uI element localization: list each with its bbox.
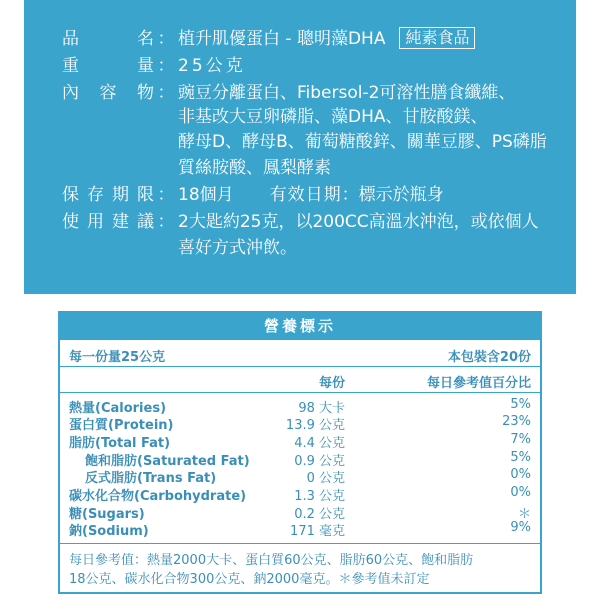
servings-per-pack: 本包裝含20份 (447, 350, 531, 365)
colon: ： (157, 185, 175, 205)
nutrient-name: 碳水化合物(Carbohydrate) (69, 489, 247, 504)
nutrient-amount: 0.2 公克 (294, 507, 345, 522)
nutrient-amount: 0.9 公克 (294, 454, 345, 469)
ingredients-row (62, 81, 515, 106)
colon: ： (341, 185, 359, 205)
nutrient-name: 熱量(Calories) (69, 401, 167, 416)
serving-size: 每一份量25公克 (69, 350, 166, 365)
nutrition-title: 營養標示 (60, 313, 540, 340)
divider (60, 543, 540, 544)
colon: ： (157, 56, 175, 76)
nutrient-name: 脂肪(Total Fat) (69, 436, 171, 451)
nutrient-daily-pct: 5% (510, 450, 531, 465)
daily-value-header: 每日參考值百分比 (426, 376, 531, 391)
net-weight-row (62, 54, 246, 79)
nutrient-amount: 4.4 公克 (294, 436, 345, 451)
storage-value: 18個月 (178, 185, 234, 205)
nutrient-amount: 0 公克 (306, 471, 345, 486)
nutrient-name: 蛋白質(Protein) (69, 418, 174, 433)
ingredients-line: 非基改大豆卵磷脂、藻DHA、甘胺酸鎂、 (178, 107, 488, 127)
nutrient-amount: 13.9 公克 (285, 418, 345, 433)
usage-line: 喜好方式沖飲。 (178, 238, 297, 258)
nutrient-daily-pct: 7% (510, 432, 531, 447)
nutrient-amount: 98 大卡 (298, 401, 345, 416)
product-name-row (62, 27, 475, 52)
expiry-value: 標示於瓶身 (358, 185, 444, 205)
product-name-value: 植升肌優蛋白 - 聰明藻DHA (178, 29, 386, 49)
per-serving-header: 每份 (318, 376, 345, 391)
colon: ： (157, 29, 175, 49)
nutrient-name: 飽和脂肪(Saturated Fat) (85, 454, 250, 469)
product-name-label: 品名 (62, 29, 154, 49)
divider (60, 392, 540, 393)
usage-label: 使用建議 (62, 212, 154, 232)
expiry-label: 有效日期 (269, 185, 342, 205)
nutrient-daily-pct: 5% (510, 397, 531, 412)
vegan-badge: 純素食品 (399, 27, 475, 49)
nutrient-daily-pct: 23% (502, 414, 531, 429)
colon: ： (157, 212, 175, 232)
product-info-panel (24, 0, 576, 294)
ingredients-line: 酵母D、酵母B、葡萄糖酸鋅、關華豆膠、PS磷脂 (178, 132, 547, 152)
footnote-line: 每日參考值：熱量2000大卡、蛋白質60公克、脂肪60公克、飽和脂肪 (69, 553, 474, 568)
nutrition-facts-table (58, 311, 542, 594)
colon: ： (157, 83, 175, 103)
storage-row (62, 183, 444, 208)
divider (60, 366, 540, 367)
nutrient-name: 糖(Sugars) (69, 507, 145, 522)
storage-label: 保存期限 (62, 185, 154, 205)
nutrient-daily-pct: 9% (510, 520, 531, 535)
ingredients-line: 豌豆分離蛋白、Fibersol-2可溶性膳食纖維、 (178, 83, 516, 103)
daily-value-footnote (69, 551, 535, 589)
net-weight-label: 重量 (62, 56, 154, 76)
ingredients-label: 內容物 (62, 83, 154, 103)
nutrient-amount: 1.3 公克 (294, 489, 345, 504)
usage-row (62, 210, 539, 235)
nutrient-daily-pct: 0% (510, 485, 531, 500)
footnote-line: 18公克、碳水化合物300公克、鈉2000毫克。＊參考值未訂定 (69, 572, 430, 587)
usage-line: 2大匙約25克，以200CC高溫水沖泡，或依個人 (178, 212, 539, 232)
net-weight-value: 25公克 (178, 56, 246, 76)
nutrient-daily-pct: 0% (510, 467, 531, 482)
ingredients-line: 質絲胺酸、鳳梨酵素 (178, 158, 331, 178)
nutrient-name: 反式脂肪(Trans Fat) (85, 471, 217, 486)
nutrient-amount: 171 毫克 (290, 524, 345, 539)
nutrient-name: 鈉(Sodium) (69, 524, 149, 539)
nutrient-daily-pct: ＊ (517, 507, 531, 522)
